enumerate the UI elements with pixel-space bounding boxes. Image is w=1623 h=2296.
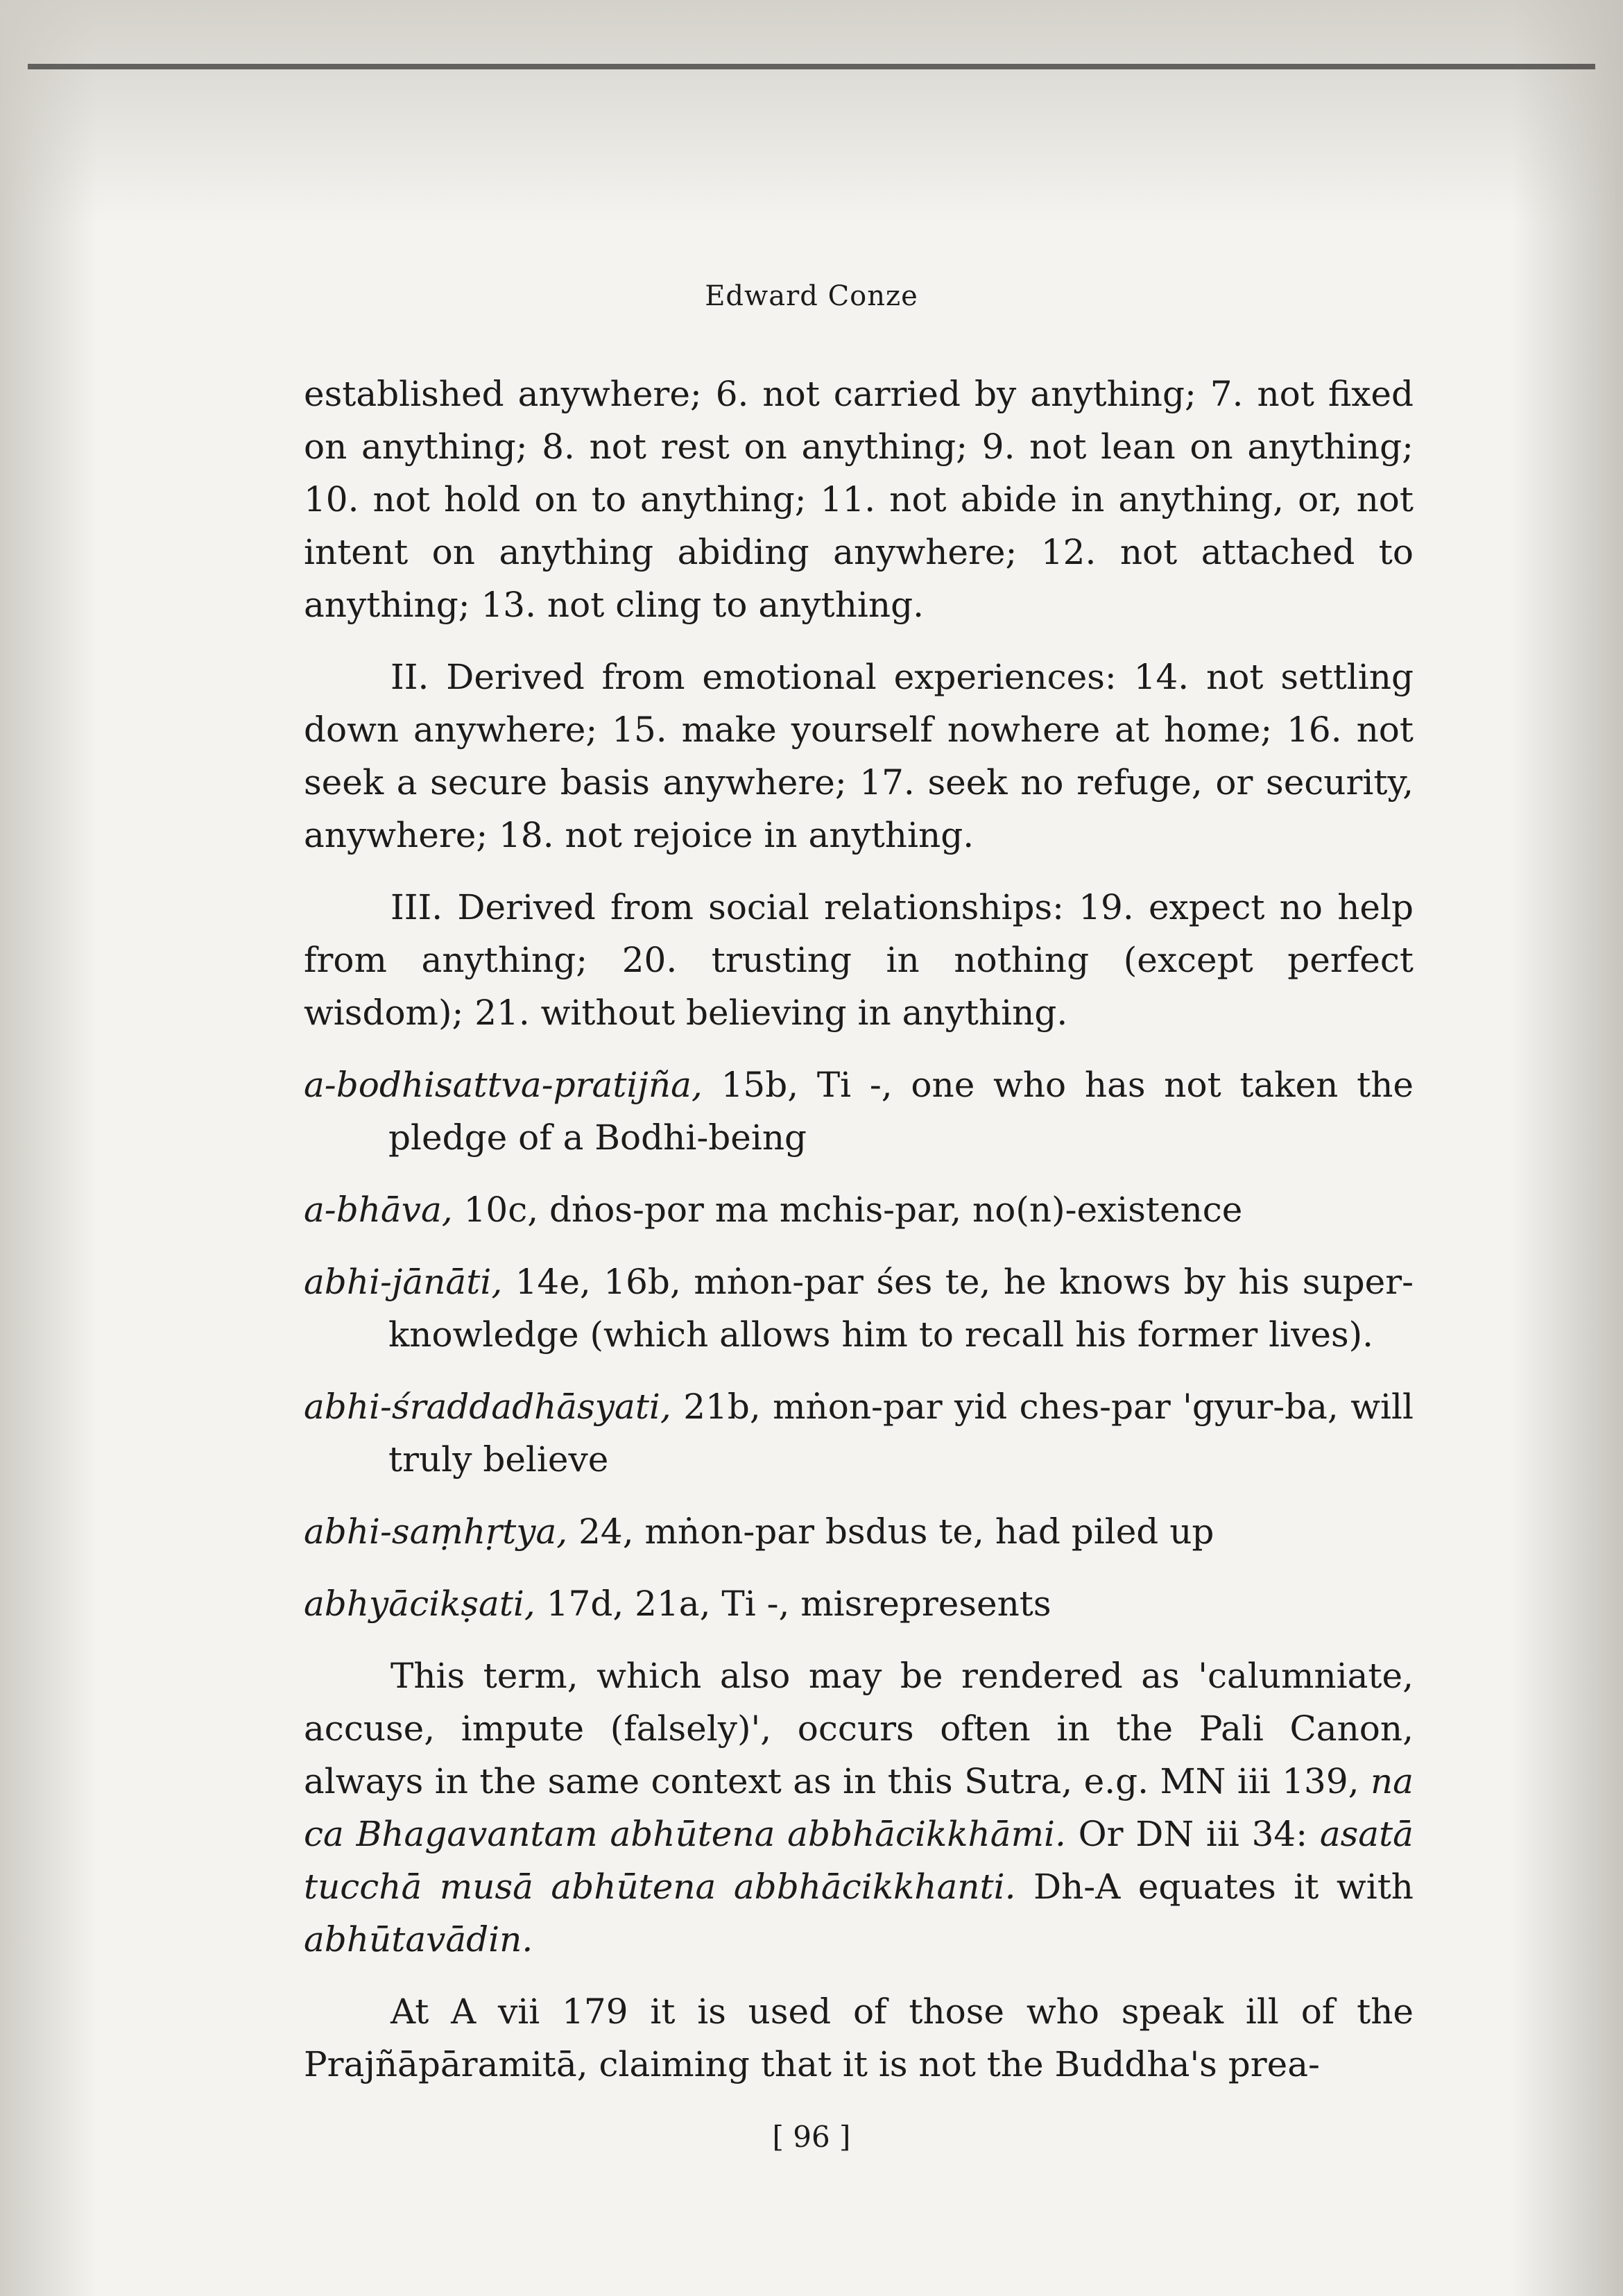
page-number: [ 96 ] bbox=[772, 2120, 851, 2154]
page-body bbox=[304, 368, 1414, 2110]
pali-quote: asatā tucchā musā abhūtena abbhācikkhanti. bbox=[304, 1814, 1414, 1907]
running-head: Edward Conze bbox=[705, 280, 918, 312]
paragraph-intro: established anywhere; 6. not carried by anything; 7. not fixed on anything; 8. not rest on anything; 9. not lean on anything; 10. not hold on to anything; 11. not abide in anything, or, not intent on anything abiding anywhere; 12. not attached to anything; 13. not cling to anything. bbox=[304, 374, 1414, 625]
note-text: Dh-A equates it with bbox=[1015, 1867, 1414, 1907]
entry-definition: 21b, mṅon-par yid ches-par 'gyur-ba, will truly believe bbox=[388, 1387, 1414, 1480]
entry-headword: abhi-jānāti, bbox=[304, 1262, 503, 1302]
entry-definition: 15b, Ti -, one who has not taken the pledge of a Bodhi-being bbox=[388, 1065, 1414, 1158]
pali-quote: na ca Bhagavantam abhūtena abbhācikkhāmi. bbox=[304, 1761, 1414, 1854]
entry-headword: a-bodhisattva-pratijña, bbox=[304, 1065, 703, 1105]
note-text: Or DN iii 34: bbox=[1065, 1814, 1320, 1854]
glossary-entry bbox=[304, 1505, 1414, 1558]
glossary-entries bbox=[304, 1059, 1414, 1630]
paragraph-section-ii: II. Derived from emotional experiences: 14. not settling down anywhere; 15. make yourself nowhere at home; 16. not seek a secure basis anywhere; 17. seek no refuge, or security, anywhere; 18. not rejoice in anything. bbox=[304, 657, 1414, 855]
note-paragraph-1 bbox=[304, 1650, 1414, 1966]
entry-definition: 14e, 16b, mṅon-par śes te, he knows by his super-knowledge (which allows him to recall his former lives). bbox=[388, 1262, 1414, 1355]
entry-headword: abhyācikṣati, bbox=[304, 1584, 535, 1624]
paragraph-section-iii: III. Derived from social relationships: 19. expect no help from anything; 20. trusting in nothing (except perfect wisdom); 21. without believing in anything. bbox=[304, 887, 1414, 1033]
note-paragraph-2: At A vii 179 it is used of those who speak ill of the Prajñāpāramitā, claiming that it is not the Buddha's prea- bbox=[304, 1991, 1414, 2084]
entry-definition: 24, mṅon-par bsdus te, had piled up bbox=[567, 1511, 1214, 1552]
pali-term: abhūtavādin. bbox=[304, 1919, 533, 1960]
entry-definition: 17d, 21a, Ti -, misrepresents bbox=[535, 1584, 1051, 1624]
glossary-entry bbox=[304, 1183, 1414, 1236]
glossary-entry bbox=[304, 1059, 1414, 1164]
entry-headword: a-bhāva, bbox=[304, 1190, 453, 1230]
note-text: This term, which also may be rendered as 'calumniate, accuse, impute (falsely)', occurs often in the Pali Canon, always in the same context as in this Sutra, e.g. MN iii 139, bbox=[304, 1656, 1414, 1801]
glossary-entry bbox=[304, 1256, 1414, 1361]
entry-headword: abhi-śraddadhāsyati, bbox=[304, 1387, 671, 1427]
entry-definition: 10c, dṅos-por ma mchis-par, no(n)-existence bbox=[452, 1190, 1243, 1230]
glossary-entry bbox=[304, 1577, 1414, 1630]
glossary-entry bbox=[304, 1380, 1414, 1486]
entry-headword: abhi-saṃhṛtya, bbox=[304, 1511, 568, 1552]
